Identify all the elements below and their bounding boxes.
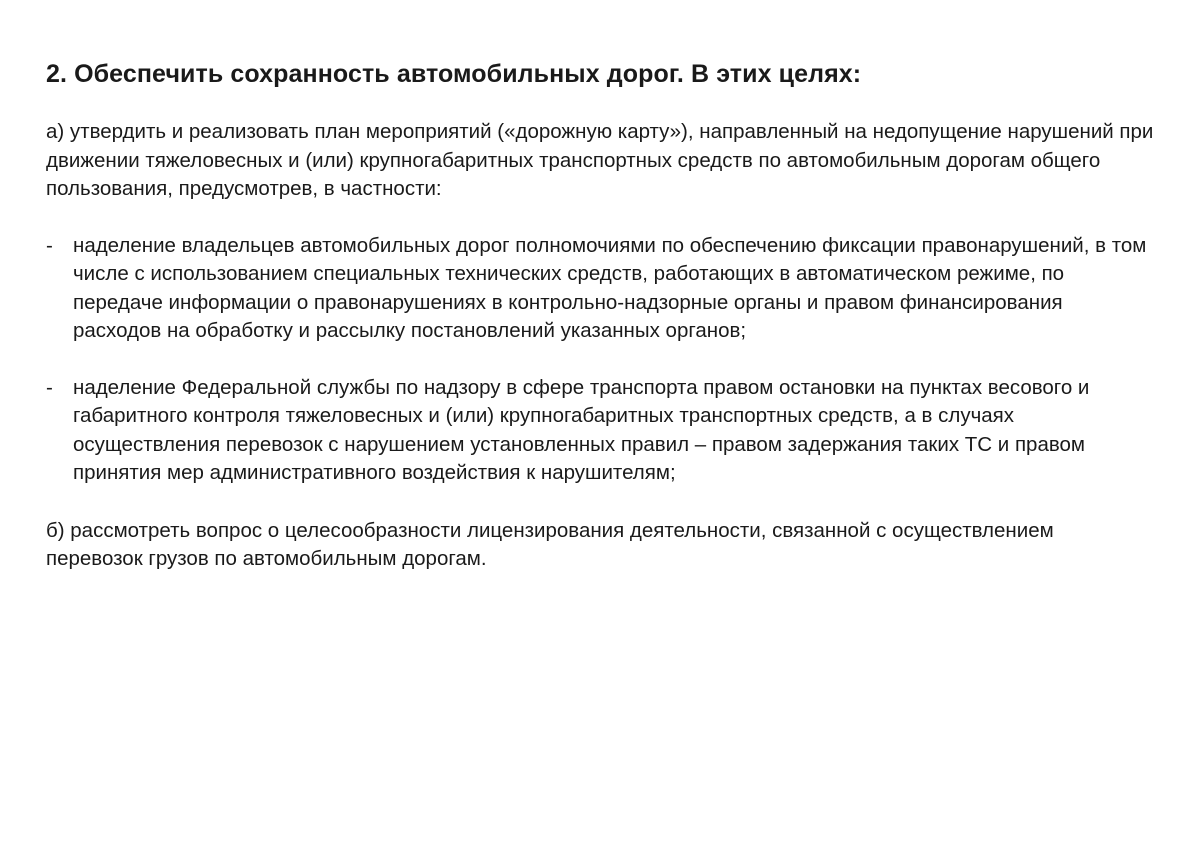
item-a-paragraph: а) утвердить и реализовать план мероприятий («дорожную карту»), направленный на недопущение нарушений при движении тяжеловесных и (или) крупногабаритных транспортных средств по автомобильным дорогам общего пользования, предусмотрев, в частности: bbox=[46, 120, 1154, 200]
bullet-text: наделение Федеральной службы по надзору в сфере транспорта правом остановки на пунктах весового и габаритного контроля тяжеловесных и (или) крупногабаритных транспортных средств, а в случаях осуществления перевозок с нарушением установленных правил – правом задержания таких ТС и правом принятия мер административного воздействия к нарушителям; bbox=[73, 375, 1090, 484]
document-page bbox=[46, 58, 1156, 574]
bullet-dash: - bbox=[46, 375, 53, 399]
bullet-text: наделение владельцев автомобильных дорог полномочиями по обеспечению фиксации правонарушений, в том числе с использованием специальных технических средств, работающих в автоматическом режиме, по передаче информации о правонарушениях в контрольно-надзорные органы и правом финансирования расходов на обработку и рассылку постановлений указанных органов; bbox=[73, 233, 1147, 342]
item-b-paragraph: б) рассмотреть вопрос о целесообразности лицензирования деятельности, связанной с осуществлением перевозок грузов по автомобильным дорогам. bbox=[46, 518, 1054, 570]
bullet-item-2 bbox=[46, 374, 1156, 488]
bullet-dash: - bbox=[46, 233, 53, 257]
bullet-item-1 bbox=[46, 232, 1156, 346]
section-heading: 2. Обеспечить сохранность автомобильных дорог. В этих целях: bbox=[46, 60, 862, 88]
